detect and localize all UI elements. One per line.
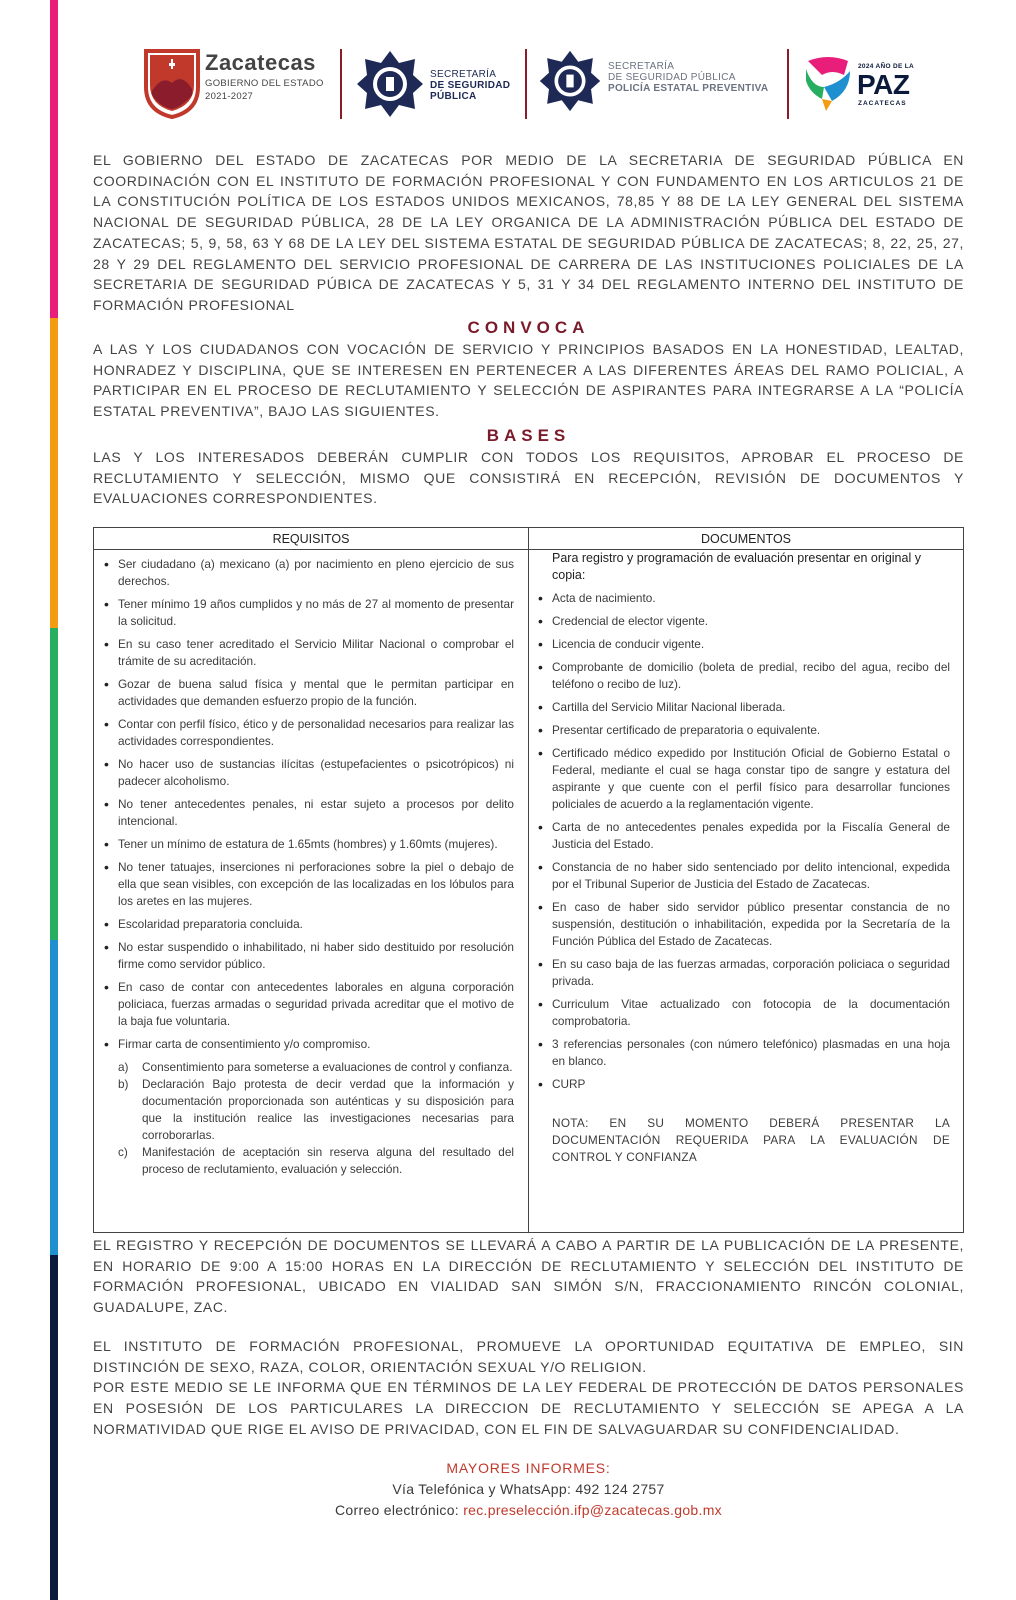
subitem-marker: a) [118,1060,129,1074]
registro-paragraph [93,1235,964,1318]
convoca-line: ESTATAL PREVENTIVA”, BAJO LAS SIGUIENTES. [93,403,440,420]
documentos-column [530,550,950,1166]
header-logos [140,45,940,125]
pep-line1: SECRETARÍA [608,61,675,72]
bases-heading: BASES [486,426,571,445]
intro-line: NACIONAL DE SEGURIDAD PÚBLICA, 28 DE LA LEY ORGANICA DE LA ADMINISTRACIÓN PÚBLICA DEL ESTADO DE [93,214,964,231]
footer-email-link[interactable]: rec.preselección.ifp@zacatecas.gob.mx [463,1502,722,1518]
documento-item: • Credencial de elector vigente. [530,613,950,630]
documento-item: • Curriculum Vitae actualizado con fotocopia de la documentación comprobatoria. [530,996,950,1030]
column-divider [528,528,529,1232]
header-separator [340,49,342,119]
police-star-badge-icon [355,49,425,119]
zacatecas-title: Zacatecas [205,50,316,75]
registro-line: FORMACIÓN PROFESIONAL, UBICADO EN VIALIDAD SAN SIMÓN S/N, FRACCIONAMIENTO RINCÓN COLONIAL, [93,1278,964,1295]
header-separator [787,49,789,119]
bases-line: EVALUACIONES CORRESPONDIENTES. [93,490,378,507]
consent-subitem [96,1076,514,1144]
requisito-item: • Tener un mínimo de estatura de 1.65mts (hombres) y 1.60mts (mujeres). [96,836,514,853]
header-separator [525,49,527,119]
requisito-item: • En su caso tener acreditado el Servicio Militar Nacional o comprobar el trámite de su acreditación. [96,636,514,670]
documento-item: • 3 referencias personales (con número telefónico) plasmadas en una hoja en blanco. [530,1036,950,1070]
documento-item: • Licencia de conducir vigente. [530,636,950,653]
registro-line: GUADALUPE, ZAC. [93,1299,229,1316]
consent-subitem [96,1144,514,1178]
equidad-line: POR ESTE MEDIO SE LE INFORMA QUE EN TÉRMINOS DE LA LEY FEDERAL DE PROTECCIÓN DE DATOS PERSONALES [93,1379,964,1396]
convoca-paragraph [93,339,964,422]
paz-logo [800,45,940,125]
equidad-line: NORMATIVIDAD QUE RIGE EL AVISO DE PRIVACIDAD, CON EL FIN DE SALVAGUARDAR SU CONFIDENCIALIDAD. [93,1420,900,1437]
footer-contact [93,1458,964,1521]
stripe-blue [50,940,58,1255]
subitem-marker: b) [118,1077,129,1091]
documento-item: • Presentar certificado de preparatoria o equivalente. [530,722,950,739]
documento-item: • Comprobante de domicilio (boleta de predial, recibo del agua, recibo del teléfono o recibo de luz). [530,659,950,693]
stripe-green [50,628,58,940]
paz-big: PAZ [857,69,910,100]
police-star-badge-icon [538,49,602,113]
requisitos-column [96,556,514,1178]
registro-line: EL REGISTRO Y RECEPCIÓN DE DOCUMENTOS SE LLEVARÁ A CABO A PARTIR DE LA PUBLICACIÓN DE LA PRESENTE, [93,1237,964,1253]
requisito-item: • No estar suspendido o inhabilitado, ni haber sido destituido por resolución firme como servidor público. [96,939,514,973]
documento-item: • En su caso baja de las fuerzas armadas, corporación policiaca o seguridad privada. [530,956,950,990]
zacatecas-sub1: GOBIERNO DEL ESTADO [205,78,324,89]
requisito-item: • Escolaridad preparatoria concluida. [96,916,514,933]
intro-line: EL GOBIERNO DEL ESTADO DE ZACATECAS POR MEDIO DE LA SECRETARIA DE SEGURIDAD PÚBLICA EN [93,152,964,168]
subitem-marker: c) [118,1145,128,1159]
convoca-line: HONRADEZ Y DISCIPLINA, QUE SE INTERESEN EN PERTENECER A LAS DIFERENTES ÁREAS DEL RAMO POLICIAL, A [93,361,964,378]
equidad-paragraph [93,1336,964,1440]
footer-phone: Vía Telefónica y WhatsApp: 492 124 2757 [392,1481,665,1497]
requirements-table [93,527,964,1233]
documento-item: • Constancia de no haber sido sentenciado por delito intencional, expedida por el Tribunal Superior de Justicia del Estado de Zacatecas. [530,859,950,893]
intro-paragraph [93,150,964,316]
documentos-list [530,590,950,1093]
header-documentos: DOCUMENTOS [529,528,963,550]
pep-line3: POLICÍA ESTATAL PREVENTIVA [608,83,769,94]
convoca-line: PARTICIPAR EN EL PROCESO DE RECLUTAMIENTO Y SELECCIÓN DE ASPIRANTES PARA INTEGRARSE A LA “POLICÍA [93,382,964,399]
documento-item: • Carta de no antecedentes penales expedida por la Fiscalía General de Justicia del Estado. [530,819,950,853]
documentos-intro: Para registro y programación de evaluación presentar en original y copia: [552,551,921,582]
documento-item: • Acta de nacimiento. [530,590,950,607]
documentos-nota: NOTA: EN SU MOMENTO DEBERÁ PRESENTAR LA DOCUMENTACIÓN REQUERIDA PARA LA EVALUACIÓN DE CONTROL Y CONFIANZA [552,1116,950,1164]
ssp-line1: SECRETARÍA [430,69,497,80]
zacatecas-sub2: 2021-2027 [205,91,254,102]
header-requisitos: REQUISITOS [94,528,528,550]
intro-line: 28 Y 29 DEL REGLAMENTO DEL SERVICIO PROFESIONAL DE CARRERA DE LAS INSTITUCIONES POLICIALES DE LA [93,255,964,272]
subitem-text: Consentimiento para someterse a evaluaciones de control y confianza. [142,1060,513,1074]
stripe-navy [50,1255,58,1600]
intro-line: FORMACIÓN PROFESIONAL [93,296,295,313]
requisito-item: • Contar con perfil físico, ético y de personalidad necesarios para realizar las actividades correspondientes. [96,716,514,750]
requisito-item: • Firmar carta de consentimiento y/o compromiso. [96,1036,514,1053]
equidad-line: DISTINCIÓN DE SEXO, RAZA, COLOR, ORIENTACIÓN SEXUAL Y/O RELIGION. [93,1358,647,1375]
consent-sublist [96,1059,514,1178]
stripe-orange [50,318,58,628]
requisito-item: • No tener tatuajes, inserciones ni perforaciones sobre la piel o debajo de ella que sean visibles, con excepción de las localizadas en los lóbulos para los aretes en las mujeres. [96,859,514,910]
footer-title: MAYORES INFORMES: [446,1460,611,1476]
requisito-item: • No tener antecedentes penales, ni estar sujeto a procesos por delito intencional. [96,796,514,830]
pep-logo [538,45,778,125]
requisito-item: • Ser ciudadano (a) mexicano (a) por nacimiento en pleno ejercicio de sus derechos. [96,556,514,590]
footer-email-row [93,1500,964,1521]
dove-icon [802,53,854,113]
documento-item: • Cartilla del Servicio Militar Nacional liberada. [530,699,950,716]
requisito-item: • Tener mínimo 19 años cumplidos y no más de 27 al momento de presentar la solicitud. [96,596,514,630]
requisito-item: • Gozar de buena salud física y mental que le permitan participar en actividades que demanden esfuerzo propio de la función. [96,676,514,710]
documento-item: • Certificado médico expedido por Institución Oficial de Gobierno Estatal o Federal, mediante el cual se haga constar tipo de sangre y estatura del aspirante y que cuente con el perfil físico para desarrollar funciones policiales de acuerdo a la reglamentación vigente. [530,745,950,813]
bases-line: RECLUTAMIENTO Y SELECCIÓN, MISMO QUE CONSISTIRÁ EN RECEPCIÓN, REVISIÓN DE DOCUMENTOS Y [93,469,964,486]
equidad-line: EL INSTITUTO DE FORMACIÓN PROFESIONAL, PROMUEVE LA OPORTUNIDAD EQUITATIVA DE EMPLEO, SIN [93,1338,964,1354]
ssp-line3: PÚBLICA [430,91,477,102]
intro-line: SECRETARIA DE SEGURIDAD PÚBICA DE ZACATECAS Y 5, 31 Y 34 DEL REGLAMENTO INTERNO DEL INSTITUTO DE [93,276,964,293]
ssp-line2: DE SEGURIDAD [430,80,511,91]
requisitos-list [96,556,514,1053]
paz-top: 2024 AÑO DE LA [858,63,914,70]
intro-line: COORDINACIÓN CON EL INSTITUTO DE FORMACIÓN PROFESIONAL Y CON FUNDAMENTO EN LOS ARTICULOS 21 DE [93,172,964,189]
paz-bottom: ZACATECAS [858,100,907,107]
subitem-text: Declaración Bajo protesta de decir verdad que la información y documentación proporcionada son auténticas y su disposición para que la institución realice las investigaciones necesarias para corroborarlas. [142,1077,514,1142]
consent-subitem [96,1059,514,1076]
requisito-item: • No hacer uso de sustancias ilícitas (estupefacientes o psicotrópicos) ni padecer alcoholismo. [96,756,514,790]
equidad-line: EN POSESIÓN DE LOS PARTICULARES LA DIRECCION DE RECLUTAMIENTO Y SELECCIÓN SE APEGA A LA [93,1400,964,1417]
bases-line: LAS Y LOS INTERESADOS DEBERÁN CUMPLIR CON TODOS LOS REQUISITOS, APROBAR EL PROCESO DE [93,449,964,465]
intro-line: LA CONSTITUCIÓN POLÍTICA DE LOS ESTADOS UNIDOS MEXICANOS, 78,85 Y 88 DE LA LEY GENERAL DEL SISTEMA [93,193,964,210]
registro-line: EN HORARIO DE 9:00 A 15:00 HORAS EN LA DIRECCIÓN DE RECLUTAMIENTO Y SELECCIÓN DEL INSTITUTO DE [93,1257,964,1274]
documento-item: • CURP [530,1076,950,1093]
documento-item: • En caso de haber sido servidor público presentar constancia de no suspensión, destitución o inhabilitación, expedida por la Secretaría de la Función Pública del Estado de Zacatecas. [530,899,950,950]
ssp-logo [355,45,530,125]
convoca-line: A LAS Y LOS CIUDADANOS CON VOCACIÓN DE SERVICIO Y PRINCIPIOS BASADOS EN LA HONESTIDAD, LEALTAD, [93,341,964,357]
stripe-pink [50,0,58,318]
zacatecas-logo [140,45,335,125]
convoca-heading: CONVOCA [467,318,590,337]
requisito-item: • En caso de contar con antecedentes laborales en alguna corporación policiaca, fuerzas armadas o seguridad privada acreditar que el motivo de la baja fue voluntaria. [96,979,514,1030]
intro-line: ZACATECAS; 5, 9, 58, 63 Y 68 DE LA LEY DEL SISTEMA ESTATAL DE SEGURIDAD PÚBLICA DE ZACATECAS; 8, 22, 25, 27, [93,234,964,251]
pep-line2: DE SEGURIDAD PÚBLICA [608,72,736,83]
zacatecas-shield-icon [142,47,202,119]
bases-paragraph [93,447,964,509]
footer-email-label: Correo electrónico: [335,1502,459,1518]
subitem-text: Manifestación de aceptación sin reserva alguna del resultado del proceso de reclutamiento, evaluación y selección. [142,1145,514,1176]
